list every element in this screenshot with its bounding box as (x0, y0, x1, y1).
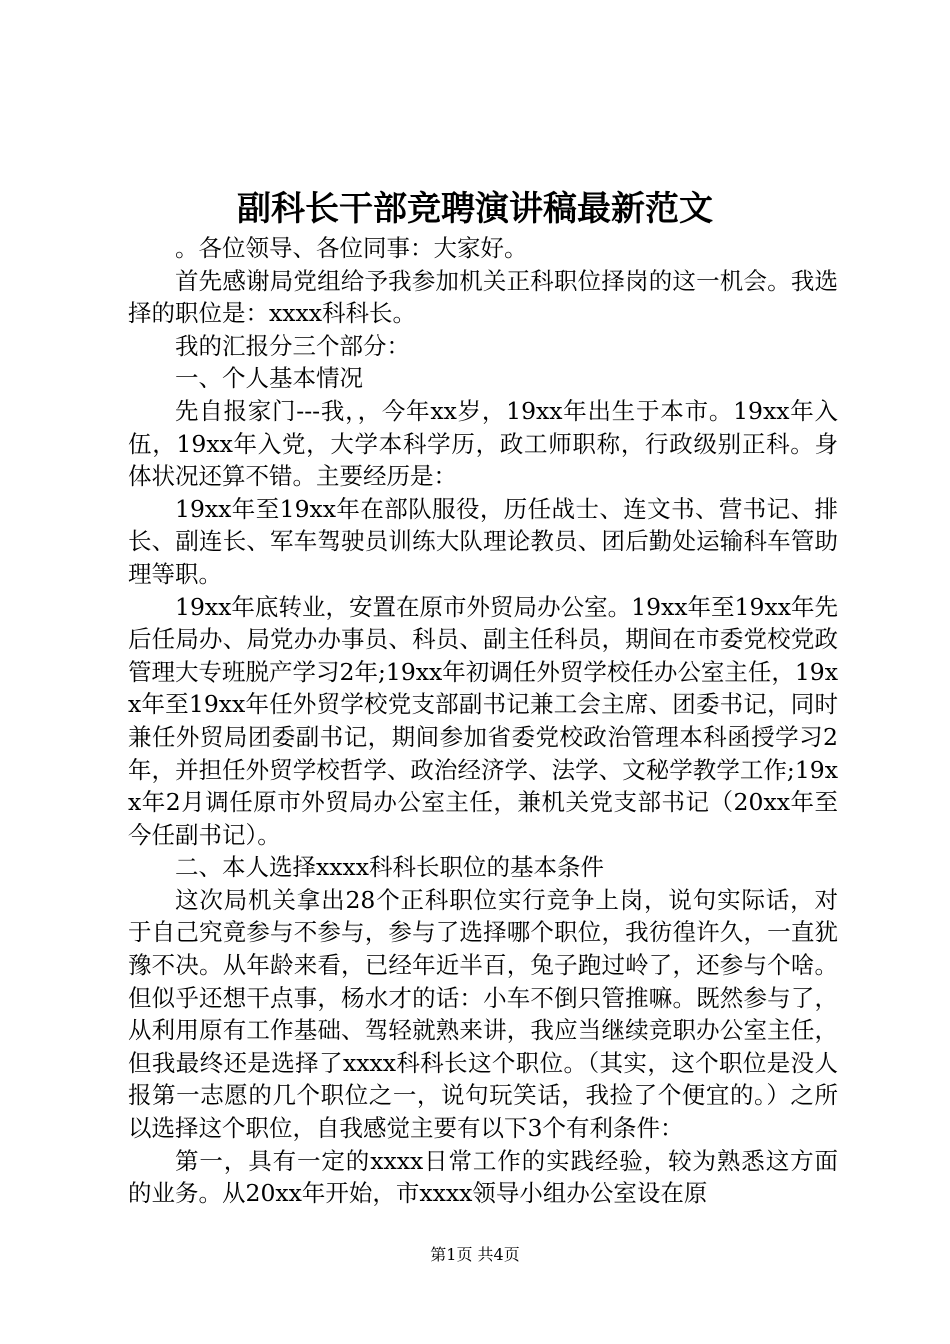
paragraph-greeting: 。各位领导、各位同事：大家好。 (175, 234, 528, 262)
paragraph-introduction: 先自报家门---我，，今年xx岁，19xx年出生于本市。19xx年入伍，19xx年入党，大学本科学历，政工师职称，行政级别正科。身体状况还算不错。主要经历是： (128, 396, 838, 491)
document-title: 副科长干部竞聘演讲稿最新范文 (237, 189, 713, 229)
paragraph-outline: 我的汇报分三个部分： (175, 331, 410, 360)
paragraph-condition-1: 第一，具有一定的xxxx日常工作的实践经验，较为熟悉这方面的业务。从20xx年开始，市xxxx领导小组办公室设在原 (128, 1146, 838, 1208)
paragraph-motivation: 这次局机关拿出28个正科职位实行竞争上岗，说句实际话，对于自己究竟参与不参与，参与了选择哪个职位，我彷徨许久，一直犹豫不决。从年龄来看，已经年近半百，兔子跑过岭了，还参与个啥。但似乎还想干点事，杨水才的话：小车不倒只管推嘛。既然参与了，从利用原有工作基础、驾轻就熟来讲，我应当继续竞职办公室主任，但我最终还是选择了xxxx科科长这个职位。（其实，这个职位是没人报第一志愿的几个职位之一，说句玩笑话，我捡了个便宜的。）之所以选择这个职位，自我感觉主要有以下3个有利条件： (128, 885, 838, 1143)
section-heading-1: 一、个人基本情况 (175, 364, 363, 393)
section-heading-2: 二、本人选择xxxx科科长职位的基本条件 (175, 853, 605, 882)
paragraph-thanks: 首先感谢局党组给予我参加机关正科职位择岗的这一机会。我选择的职位是：xxxx科科长。 (128, 266, 838, 328)
paragraph-career-history: 19xx年底转业，安置在原市外贸局办公室。19xx年至19xx年先后任局办、局党办办事员、科员、副主任科员，期间在市委党校党政管理大专班脱产学习2年;19xx年初调任外贸学校任办公室主任，19xx年至19xx年任外贸学校党支部副书记兼工会主席、团委书记，同时兼任外贸局团委副书记，期间参加省委党校政治管理本科函授学习2年，并担任外贸学校哲学、政治经济学、法学、文秘学教学工作;19xx年2月调任原市外贸局办公室主任，兼机关党支部书记（20xx年至今任副书记）。 (128, 592, 838, 849)
paragraph-military-service: 19xx年至19xx年在部队服役，历任战士、连文书、营书记、排长、副连长、军车驾驶员训练大队理论教员、团后勤处运输科车管助理等职。 (128, 494, 838, 588)
document-body (128, 232, 838, 1210)
page-footer: 第1页 共4页 (430, 1245, 520, 1264)
